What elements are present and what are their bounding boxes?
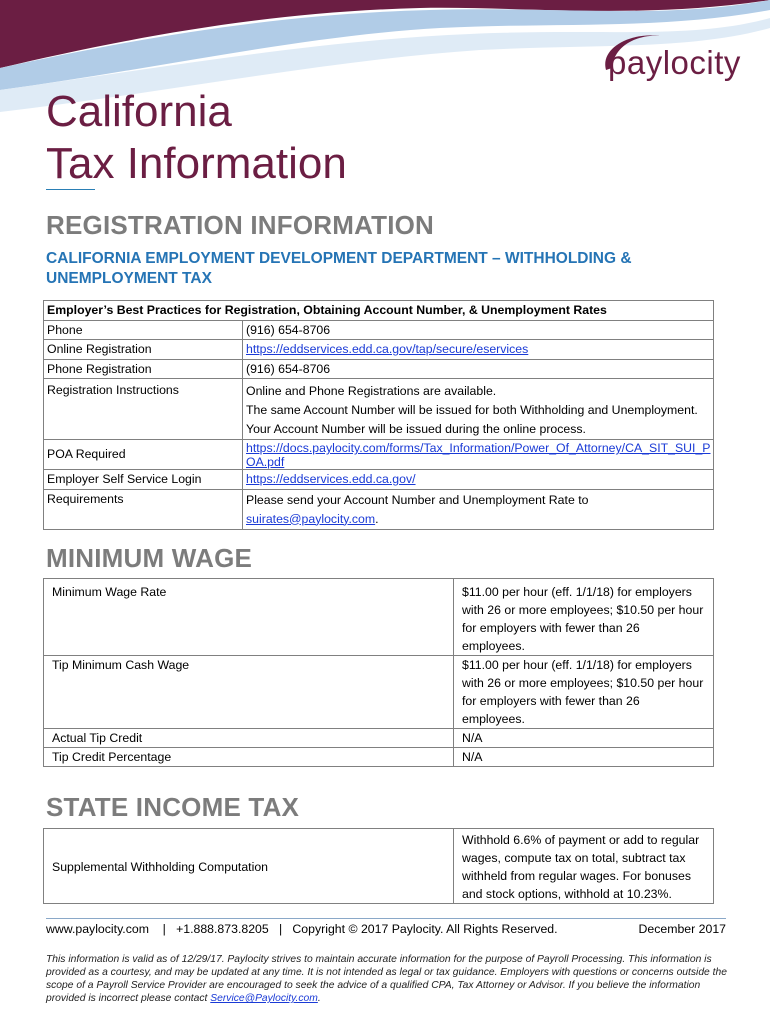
registration-table-header: Employer’s Best Practices for Registration, Obtaining Account Number, & Unemployment Rates xyxy=(44,301,714,321)
title-line-2: Tax Information xyxy=(46,139,347,188)
instructions-line: Online and Phone Registrations are available. xyxy=(246,384,497,398)
minimum-wage-heading: MINIMUM WAGE xyxy=(46,543,253,573)
poa-link[interactable]: https://docs.paylocity.com/forms/Tax_Information/Power_Of_Attorney/CA_SIT_SUI_POA.pdf xyxy=(246,441,711,469)
disclaimer-text: This information is valid as of 12/29/17. Paylocity strives to maintain accurate information for the purpose of Payroll Processing. This information is provided as a courtesy, and may be updated at any time. It is not intended as legal or tax guidance. Employers with questions or concerns outside the scope of a Payroll Service Provider are encouraged to seek the advice of a qualified CPA, Tax Attorney or Advisor. If you believe the information provided is incorrect please contact xyxy=(46,954,727,1004)
requirements-text: Please send your Account Number and Unemployment Rate to xyxy=(246,492,589,507)
table-row xyxy=(44,579,714,656)
tip-minimum-cash-wage-value: $11.00 per hour (eff. 1/1/18) for employers with 26 or more employees; $10.50 per hour for employers with fewer than 26 employees. xyxy=(454,656,714,729)
table-row xyxy=(44,379,714,440)
table-row xyxy=(44,489,714,529)
registration-table xyxy=(43,300,714,530)
row-label: Phone Registration xyxy=(44,359,243,379)
row-label: Supplemental Withholding Computation xyxy=(44,829,454,904)
registration-subheading: CALIFORNIA EMPLOYMENT DEVELOPMENT DEPARTMENT – WITHHOLDING & UNEMPLOYMENT TAX xyxy=(46,250,632,287)
page-title xyxy=(46,86,347,190)
phone-registration-value: (916) 654-8706 xyxy=(243,359,714,379)
footer xyxy=(46,922,726,936)
phone-value: (916) 654-8706 xyxy=(243,320,714,340)
row-label: POA Required xyxy=(44,440,243,470)
suirates-email-link[interactable]: suirates@paylocity.com xyxy=(246,511,376,526)
table-row xyxy=(44,748,714,767)
table-row xyxy=(44,440,714,470)
row-label: Tip Credit Percentage xyxy=(44,748,454,767)
table-row xyxy=(44,359,714,379)
employer-self-service-link[interactable]: https://eddservices.edd.ca.gov/ xyxy=(246,472,416,486)
disclaimer xyxy=(46,953,728,1005)
title-line-1: California xyxy=(46,87,232,136)
title-underline xyxy=(46,189,95,190)
state-income-tax-table xyxy=(43,828,714,904)
row-label: Minimum Wage Rate xyxy=(44,579,454,656)
supplemental-withholding-value: Withhold 6.6% of payment or add to regular wages, compute tax on total, subtract tax withheld from regular wages. For bonuses and stock options, withhold at 10.23%. xyxy=(454,829,714,904)
row-label: Registration Instructions xyxy=(44,379,243,440)
table-row xyxy=(44,656,714,729)
table-row xyxy=(44,729,714,748)
logo-text: paylocity xyxy=(608,44,741,81)
row-label: Phone xyxy=(44,320,243,340)
minimum-wage-table xyxy=(43,578,714,767)
registration-heading: REGISTRATION INFORMATION xyxy=(46,210,435,240)
requirements-trail: . xyxy=(375,511,379,526)
row-label: Requirements xyxy=(44,489,243,529)
state-income-tax-heading: STATE INCOME TAX xyxy=(46,792,300,822)
instructions-line: The same Account Number will be issued for both Withholding and Unemployment. xyxy=(246,403,698,417)
row-label: Actual Tip Credit xyxy=(44,729,454,748)
footer-contact: www.paylocity.com | +1.888.873.8205 | Copyright © 2017 Paylocity. All Rights Reserved. xyxy=(46,922,558,936)
table-row xyxy=(44,470,714,490)
table-row xyxy=(44,829,714,904)
online-registration-link[interactable]: https://eddservices.edd.ca.gov/tap/secure/eservices xyxy=(246,342,529,356)
service-email-link[interactable]: Service@Paylocity.com xyxy=(210,993,318,1004)
paylocity-logo xyxy=(600,30,760,85)
disclaimer-trail: . xyxy=(317,993,321,1004)
table-row xyxy=(44,340,714,360)
row-label: Online Registration xyxy=(44,340,243,360)
minimum-wage-rate-value: $11.00 per hour (eff. 1/1/18) for employers with 26 or more employees; $10.50 per hour for employers with fewer than 26 employees. xyxy=(454,579,714,656)
instructions-line: Your Account Number will be issued during the online process. xyxy=(246,422,586,436)
actual-tip-credit-value: N/A xyxy=(454,729,714,748)
footer-date: December 2017 xyxy=(638,922,726,936)
row-label: Employer Self Service Login xyxy=(44,470,243,490)
tip-credit-percentage-value: N/A xyxy=(454,748,714,767)
table-row xyxy=(44,320,714,340)
table-row xyxy=(44,301,714,321)
row-label: Tip Minimum Cash Wage xyxy=(44,656,454,729)
footer-divider xyxy=(46,918,726,919)
